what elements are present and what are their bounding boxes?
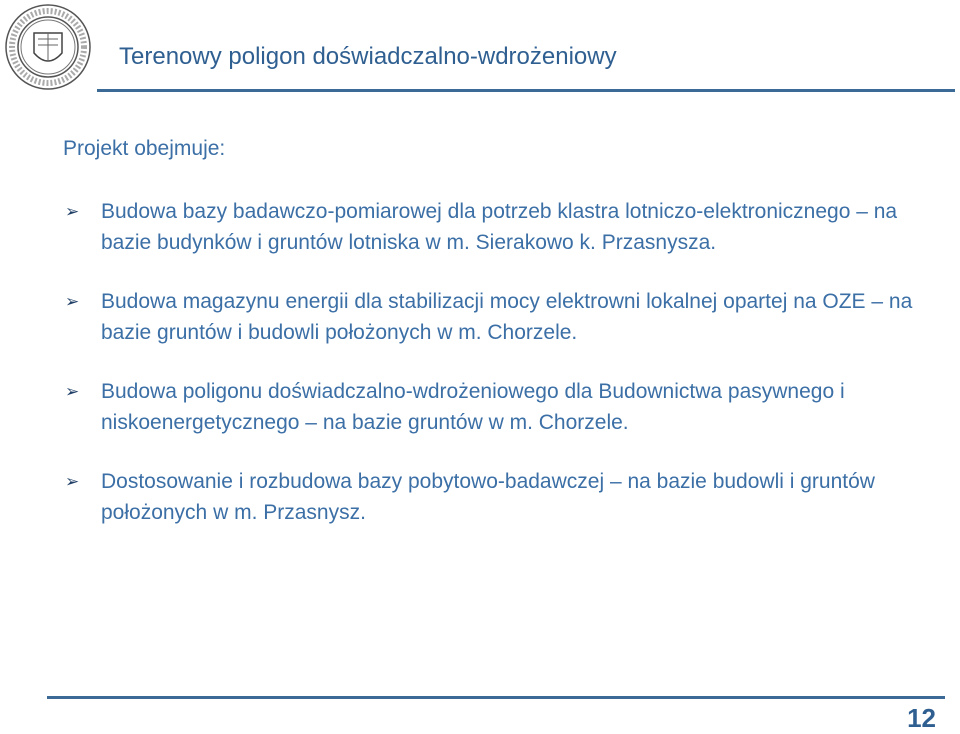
arrowhead-bullet-icon: ➢ [65,472,80,491]
bullet-list [63,196,943,556]
arrowhead-bullet-icon: ➢ [65,382,80,401]
bullet-text: Budowa poligonu doświadczalno-wdrożeniowego dla Budownictwa pasywnego i niskoenergetycznego – na bazie gruntów w m. Chorzele. [101,380,845,434]
title-divider [97,89,955,92]
slide-title: Terenowy poligon doświadczalno-wdrożeniowy [119,43,617,70]
bullet-text: Budowa bazy badawczo-pomiarowej dla potrzeb klastra lotniczo-elektronicznego – na bazie budynków i gruntów lotniska w m. Sierakowo k. Przasnysza. [101,200,898,254]
arrowhead-bullet-icon: ➢ [65,292,80,311]
bullet-text: Budowa magazynu energii dla stabilizacji mocy elektrowni lokalnej opartej na OZE – na bazie gruntów i budowli położonych w m. Chorzele. [101,290,913,344]
footer-divider [47,696,945,699]
list-item [63,286,943,348]
list-item [63,376,943,438]
list-item [63,466,943,528]
bullet-text: Dostosowanie i rozbudowa bazy pobytowo-badawczej – na bazie budowli i gruntów położonych w m. Przasnysz. [101,470,875,524]
page-number: 12 [907,703,936,733]
list-item [63,196,943,258]
arrowhead-bullet-icon: ➢ [65,202,80,221]
university-seal-logo [4,3,92,91]
intro-text: Projekt obejmuje: [63,137,226,160]
